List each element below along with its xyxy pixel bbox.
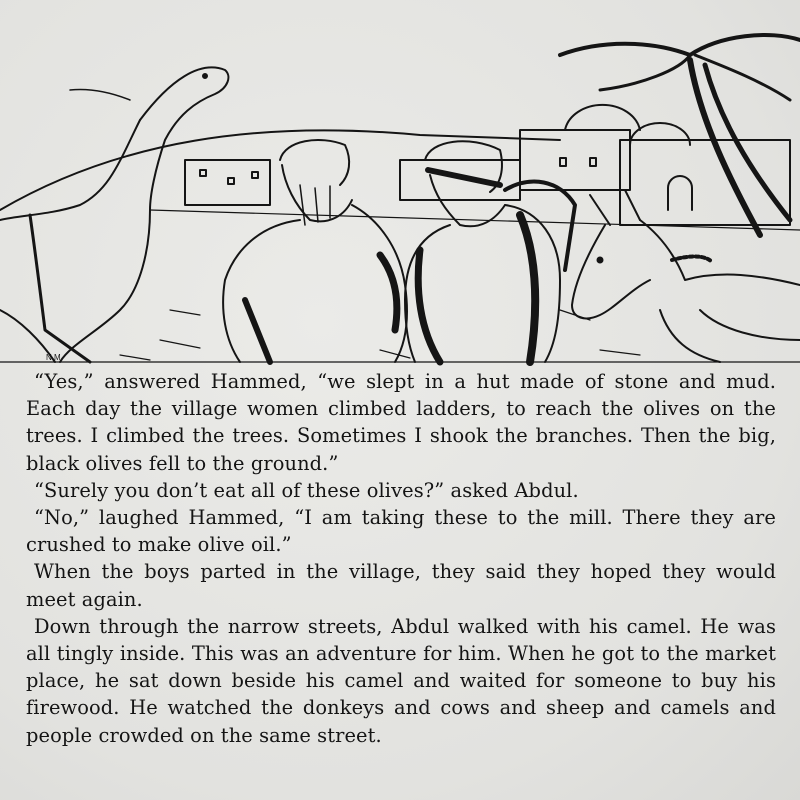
story-paragraph: Down through the narrow streets, Abdul walked with his camel. He was all tingly inside. This was an adventure for him. When he got to the market place, he sat down beside his camel and waited for someone to buy his firewood. He watched the donkeys and cows and sheep and camels and people crowded on the same street. <box>26 614 776 747</box>
village-icon <box>185 105 790 225</box>
story-paragraph: “No,” laughed Hammed, “I am taking these to the mill. There they are crushed to make olive oil.” <box>26 506 776 557</box>
story-paragraph: When the boys parted in the village, they said they hoped they would meet again. <box>26 560 776 611</box>
story-paragraph: “Surely you don’t eat all of these olives?” asked Abdul. <box>34 478 579 502</box>
donkey-icon <box>572 190 800 362</box>
story-illustration <box>0 10 800 370</box>
camel-icon <box>0 67 228 362</box>
story-paragraph: “Yes,” answered Hammed, “we slept in a hut made of stone and mud. Each day the village women climbed ladders, to reach the olives on the trees. I climbed the trees. Sometimes I shook the branches. Then the big, black olives fell to the ground.” <box>26 370 776 475</box>
artist-signature: N.M <box>46 353 61 362</box>
boy-icon <box>223 140 407 362</box>
boy-icon <box>405 141 575 362</box>
story-text <box>26 368 776 749</box>
